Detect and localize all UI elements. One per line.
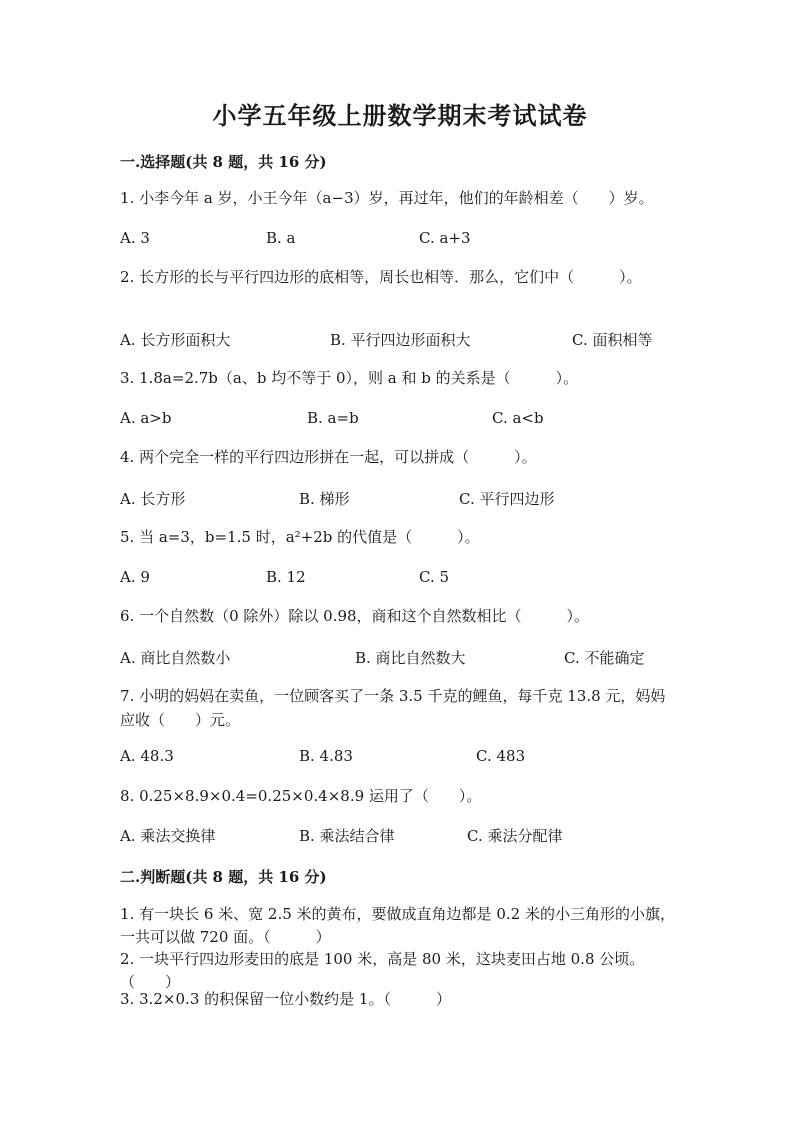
exam-title: 小学五年级上册数学期末考试试卷 bbox=[212, 101, 588, 130]
option-c: C. 483 bbox=[476, 747, 526, 765]
section-heading-judgement: 二.判断题(共 8 题，共 16 分) bbox=[120, 868, 327, 886]
option-a: A. 长方形面积大 bbox=[120, 331, 231, 349]
option-b: B. 商比自然数大 bbox=[355, 649, 466, 667]
option-c: C. a<b bbox=[492, 409, 544, 427]
section-heading-choice: 一.选择题(共 8 题，共 16 分) bbox=[120, 153, 327, 171]
question-text: 5. 当 a=3，b=1.5 时，a²+2b 的代值是（ ）。 bbox=[120, 528, 480, 546]
option-c: C. a+3 bbox=[419, 229, 471, 247]
question-text: 2. 长方形的长与平行四边形的底相等，周长也相等．那么，它们中（ ）。 bbox=[120, 268, 642, 286]
option-a: A. 3 bbox=[120, 229, 150, 247]
question-text: 7. 小明的妈妈在卖鱼，一位顾客买了一条 3.5 千克的鲤鱼，每千克 13.8 元，妈妈应收（ ）元。 bbox=[120, 687, 666, 729]
option-a: A. 长方形 bbox=[120, 490, 186, 508]
judgement-question: 3. 3.2×0.3 的积保留一位小数约是 1。（ ） bbox=[120, 990, 451, 1008]
option-c: C. 面积相等 bbox=[572, 331, 653, 349]
option-b: B. 12 bbox=[266, 568, 306, 586]
judgement-question: 2. 一块平行四边形麦田的底是 100 米，高是 80 米，这块麦田占地 0.8 公顷。（ ） bbox=[120, 950, 645, 991]
option-b: B. a bbox=[266, 229, 296, 247]
option-b: B. 乘法结合律 bbox=[299, 827, 395, 845]
question-text: 8. 0.25×8.9×0.4=0.25×0.4×8.9 运用了（ ）。 bbox=[120, 787, 482, 805]
question-text: 1. 小李今年 a 岁，小王今年（a−3）岁，再过年，他们的年龄相差（ ）岁。 bbox=[120, 189, 654, 207]
question-text: 4. 两个完全一样的平行四边形拼在一起，可以拼成（ ）。 bbox=[120, 448, 537, 466]
option-a: A. 9 bbox=[120, 568, 150, 586]
judgement-question: 1. 有一块长 6 米、宽 2.5 米的黄布，要做成直角边都是 0.2 米的小三角形的小旗，一共可以做 720 面。（ ） bbox=[120, 905, 675, 946]
option-a: A. 48.3 bbox=[120, 747, 174, 765]
question-text: 6. 一个自然数（0 除外）除以 0.98，商和这个自然数相比（ ）。 bbox=[120, 607, 590, 625]
question-text: 3. 1.8a=2.7b（a、b 均不等于 0），则 a 和 b 的关系是（ ）。 bbox=[120, 369, 579, 387]
option-c: C. 乘法分配律 bbox=[467, 827, 563, 845]
option-c: C. 5 bbox=[419, 568, 450, 586]
option-b: B. 梯形 bbox=[299, 490, 350, 508]
option-c: C. 平行四边形 bbox=[459, 490, 555, 508]
option-b: B. 4.83 bbox=[299, 747, 353, 765]
option-a: A. 商比自然数小 bbox=[120, 649, 231, 667]
option-a: A. 乘法交换律 bbox=[120, 827, 216, 845]
option-a: A. a>b bbox=[120, 409, 172, 427]
option-c: C. 不能确定 bbox=[564, 649, 645, 667]
option-b: B. a=b bbox=[307, 409, 359, 427]
option-b: B. 平行四边形面积大 bbox=[330, 331, 471, 349]
